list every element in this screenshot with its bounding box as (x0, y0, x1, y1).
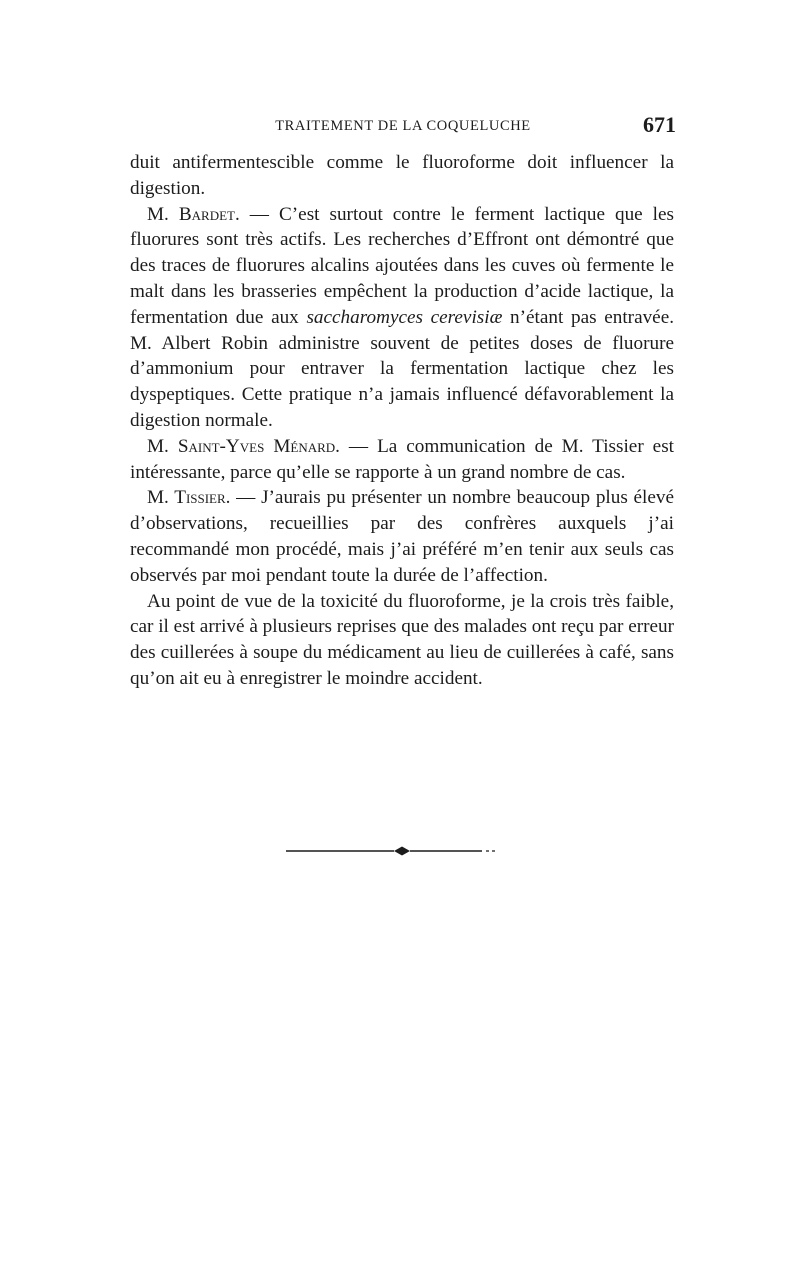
paragraph-continued (130, 150, 674, 202)
speaker-name: M. Saint-Yves Ménard. (147, 435, 340, 457)
paragraph-text: — C’est surtout contre le ferment lactique que les fluorures sont très actifs. Les recherches d’Effront ont démontré que des traces de fluorures alcalins ajoutées dans les cuves où fermente le malt dans les brasseries empêchent la production d’acide lactique, la fermentation due aux (130, 203, 674, 328)
paragraph-text: — J’aurais pu présenter un nombre beaucoup plus élevé d’observations, recueillies par des confrères auxquels j’ai recommandé mon procédé, mais j’ai préféré m’en tenir aux seuls cas observés par moi pendant toute la durée de l’affection. (130, 487, 674, 586)
running-head (130, 112, 676, 142)
running-title: TRAITEMENT DE LA COQUELUCHE (275, 118, 531, 134)
paragraph-tissier (130, 485, 674, 588)
paragraph-toxicity (130, 589, 674, 692)
paragraph-menard (130, 434, 674, 486)
page-number: 671 (643, 112, 676, 137)
paragraph-text: duit antifermentescible comme le fluoroforme doit influencer la digestion. (130, 152, 674, 199)
italic-term: saccharomyces cerevisiæ (306, 306, 503, 328)
paragraph-bardet (130, 202, 674, 434)
paragraph-text: n’étant pas entravée. M. Albert Robin administre souvent de petites doses de fluorure d’ammonium pour entraver la fermentation lactique chez les dyspeptiques. Cette pratique n’a jamais influencé défavorablement la digestion normale. (130, 306, 675, 431)
speaker-name: M. Bardet. (147, 203, 240, 225)
speaker-name: M. Tissier. (147, 487, 231, 509)
body-text (130, 150, 674, 692)
section-end-ornament (286, 844, 516, 858)
paragraph-text: Au point de vue de la toxicité du fluoroforme, je la crois très faible, car il est arrivé à plusieurs reprises que des malades ont reçu par erreur des cuillerées à soupe du médicament au lieu de cuillerées à café, sans qu’on ait eu à enregistrer le moindre accident. (130, 590, 674, 689)
paragraph-text: — La communication de M. Tissier est intéressante, parce qu’elle se rapporte à un grand nombre de cas. (130, 435, 674, 483)
